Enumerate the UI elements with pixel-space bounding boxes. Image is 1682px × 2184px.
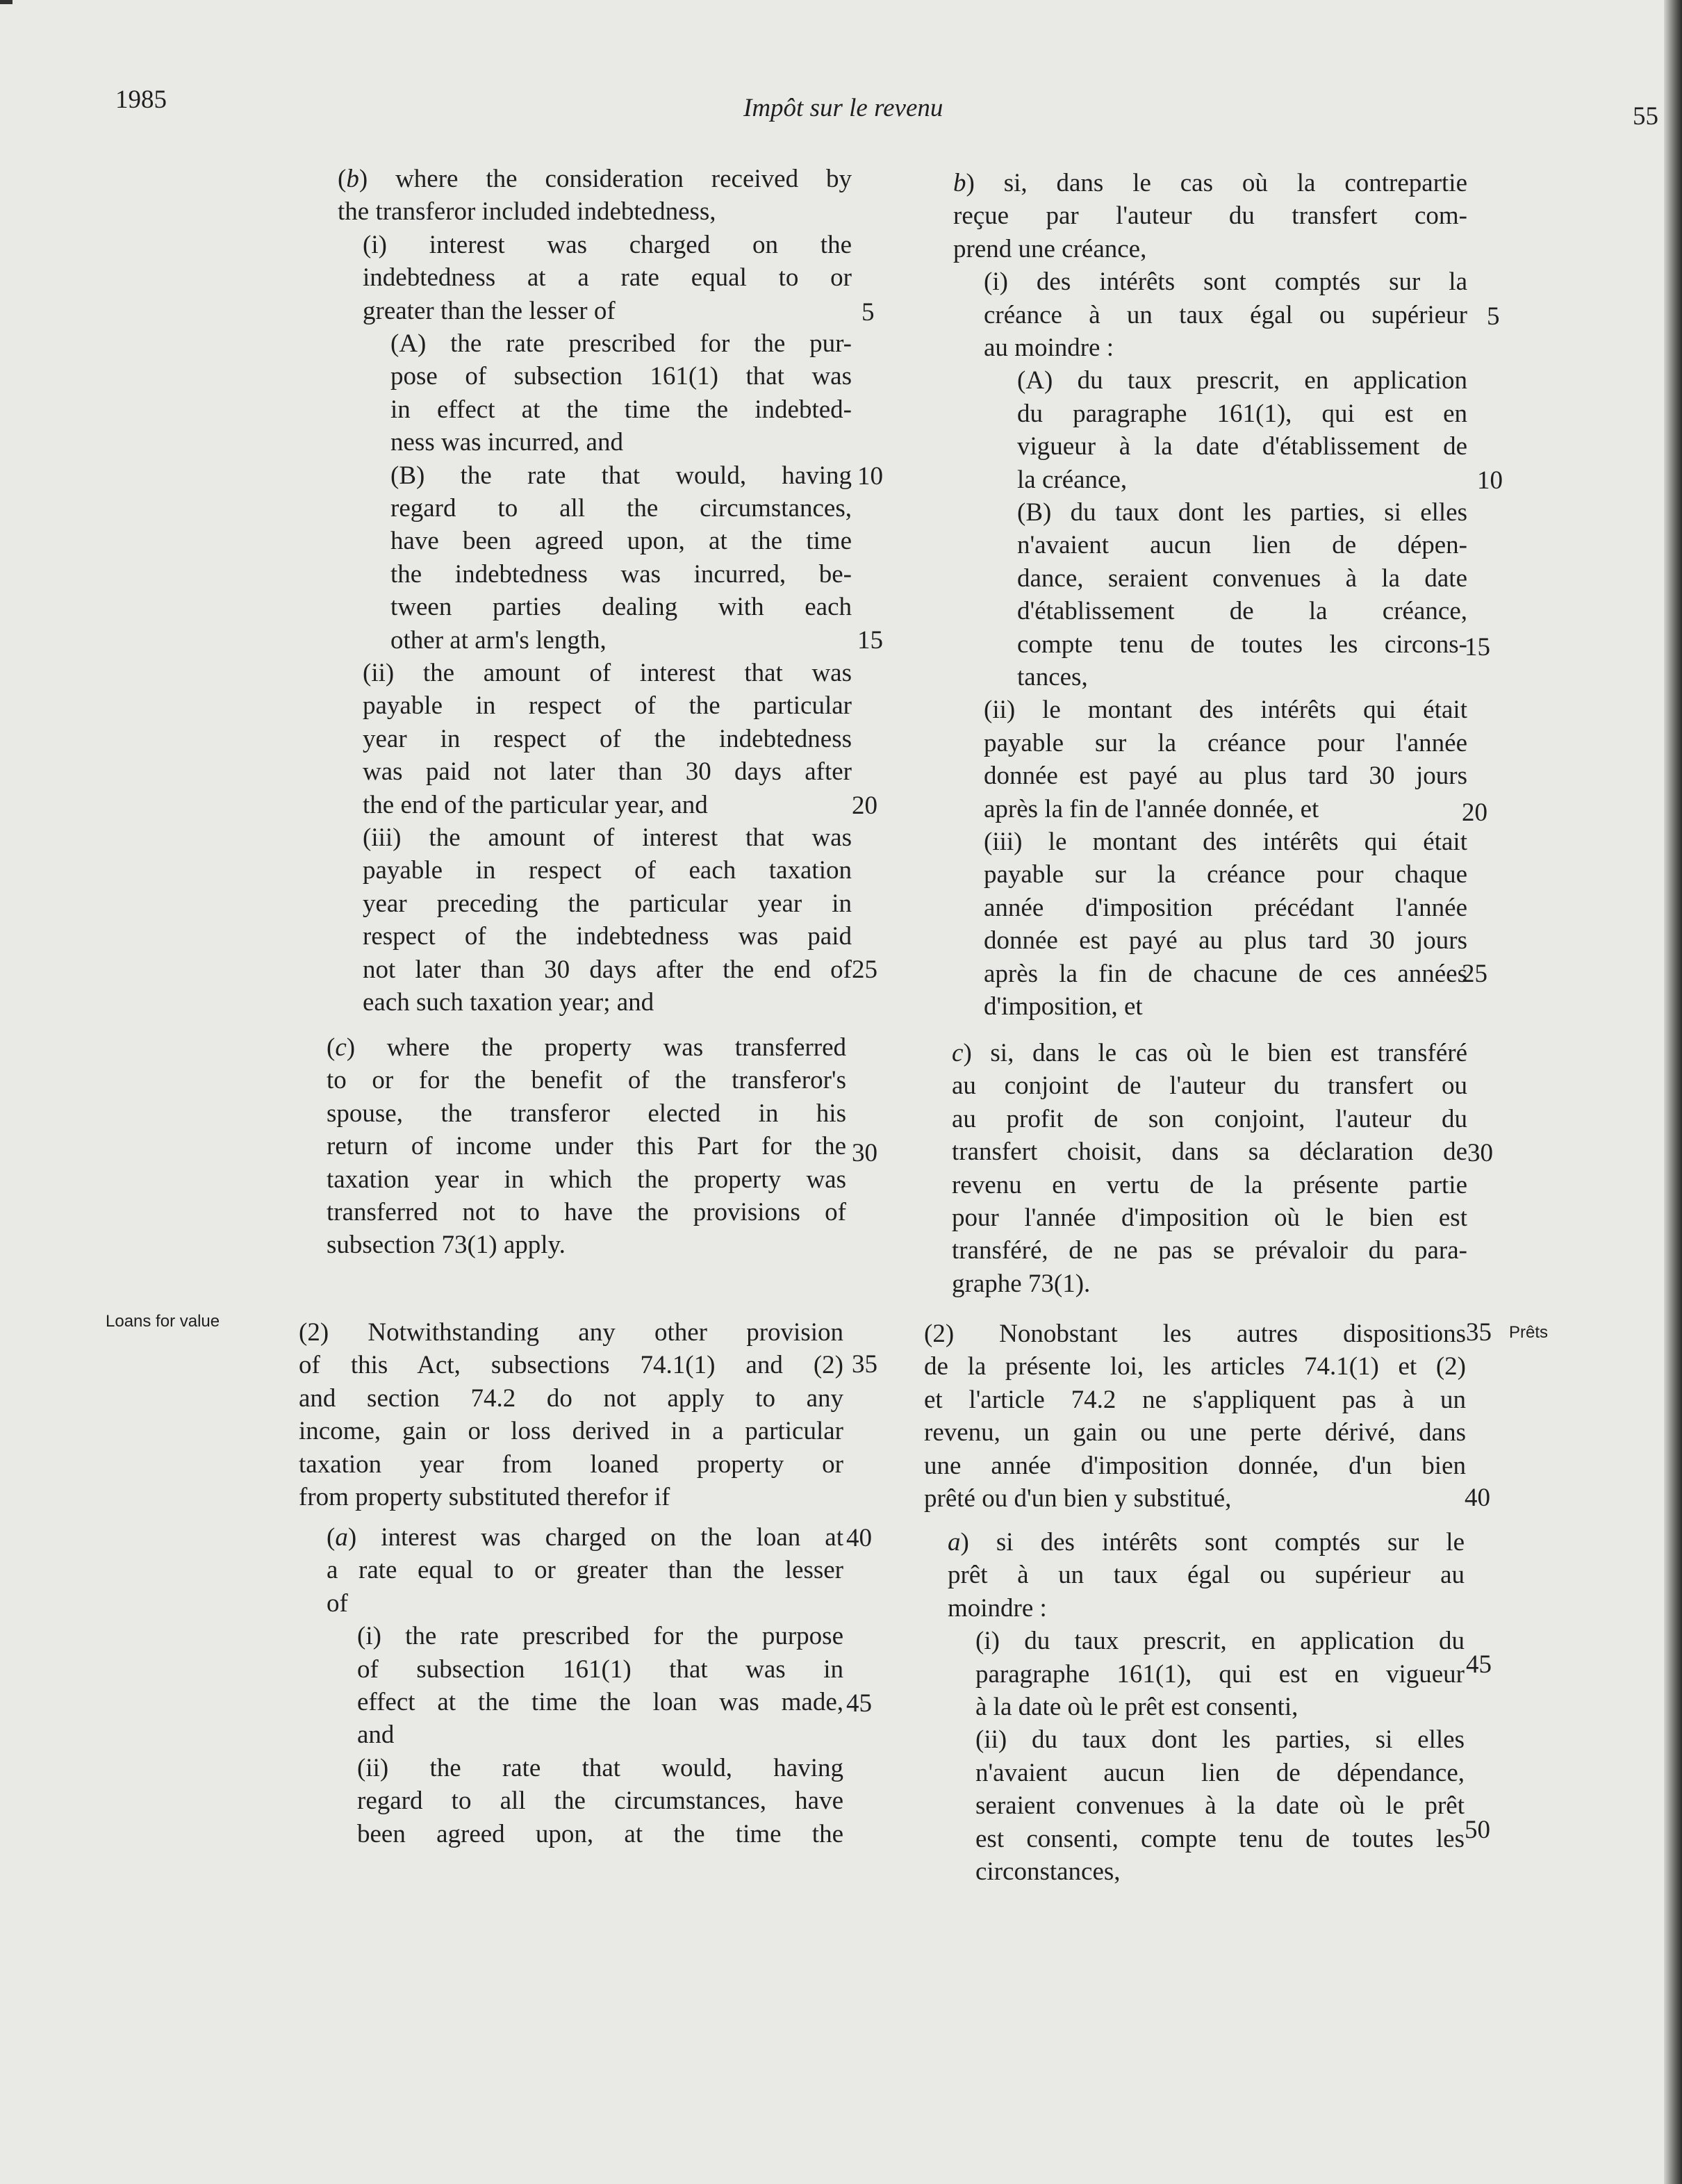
english-b-line: pose of subsection 161(1) that was [390,362,852,391]
french-b-line: après la fin de chacune de ces années [984,959,1467,988]
english-b-line: (i) interest was charged on the [363,230,852,259]
english-b-line: greater than the lesser of [363,296,616,325]
french-b-line: tances, [1017,663,1088,691]
english-a-line: (a) interest was charged on the loan at [327,1523,843,1552]
french-line-number: 5 [1487,302,1500,331]
english-c-line: return of income under this Part for the [327,1132,846,1161]
french-b-line: payable sur la créance pour l'année [984,728,1467,757]
french-b-line: donnée est payé au plus tard 30 jours [984,762,1467,791]
english-a-line: of [327,1588,348,1618]
french-b-line: (iii) le montant des intérêts qui était [984,828,1467,856]
english-b-line: ness was incurred, and [390,428,623,457]
english-c-line: spouse, the transferor elected in his [327,1099,846,1128]
english-a-line: been agreed upon, at the time the [357,1819,843,1848]
english-b-line: year preceding the particular year in [363,889,852,918]
english-b-line: have been agreed upon, at the time [390,527,852,556]
english-line-number: 20 [852,791,877,820]
french-b-line: vigueur à la date d'établissement de [1017,432,1467,461]
english-b-line: (ii) the amount of interest that was [363,659,852,687]
english-a-line: (i) the rate prescribed for the purpose [357,1622,843,1651]
english-b-line: (B) the rate that would, having [390,461,852,490]
english-b-line: (b) where the consideration received by [338,165,852,193]
french-b-line: (B) du taux dont les parties, si elles [1017,498,1467,527]
french-line-number: 15 [1465,633,1490,662]
french-b-line: donnée est payé au plus tard 30 jours [984,926,1467,955]
french-line-number: 50 [1465,1816,1490,1844]
english-line-number: 5 [861,298,875,327]
french-line-number: 25 [1462,960,1487,988]
english-b-line: not later than 30 days after the end of [363,955,852,984]
english-s2-line: of this Act, subsections 74.1(1) and (2) [299,1351,843,1380]
english-b-line: payable in respect of each taxation [363,856,852,885]
french-b-line: créance à un taux égal ou supérieur [984,300,1467,329]
french-s2-line: (2) Nonobstant les autres dispositions [924,1320,1466,1348]
french-b-line: dance, seraient convenues à la date [1017,564,1467,593]
french-line-number: 20 [1462,798,1487,827]
french-c-line: au conjoint de l'auteur du transfert ou [952,1072,1467,1101]
english-line-number: 10 [857,462,883,491]
english-b-line: regard to all the circumstances, [390,494,852,523]
french-a-line: a) si des intérêts sont comptés sur le [948,1528,1465,1557]
english-s2-line: income, gain or loss derived in a particular [299,1417,843,1446]
english-b-line: other at arm's length, [390,625,607,655]
french-b-line: (i) des intérêts sont comptés sur la [984,268,1467,297]
english-a-line: (ii) the rate that would, having [357,1753,843,1782]
french-c-line: c) si, dans le cas où le bien est transféré [952,1039,1467,1067]
english-b-line: the indebtedness was incurred, be- [390,559,852,589]
english-b-line: year in respect of the indebtedness [363,724,852,753]
english-c-line: to or for the benefit of the transferor's [327,1066,846,1095]
english-line-number: 15 [857,626,883,655]
french-a-line: seraient convenues à la date où le prêt [975,1791,1465,1821]
english-b-line: respect of the indebtedness was paid [363,922,852,951]
english-line-number: 30 [852,1139,877,1167]
english-a-line: effect at the time the loan was made, [357,1688,843,1716]
english-s2-line: (2) Notwithstanding any other provision [299,1318,843,1347]
french-line-number: 45 [1466,1650,1492,1679]
french-a-line: paragraphe 161(1), qui est en vigueur [975,1659,1465,1689]
french-a-line: (ii) du taux dont les parties, si elles [975,1725,1465,1755]
french-b-line: payable sur la créance pour chaque [984,860,1467,889]
french-line-number: 10 [1477,466,1503,495]
english-s2-line: and section 74.2 do not apply to any [299,1384,843,1413]
english-line-number: 40 [846,1524,872,1552]
french-b-line: du paragraphe 161(1), qui est en [1017,399,1467,428]
french-s2-line: et l'article 74.2 ne s'appliquent pas à un [924,1385,1466,1414]
scan-corner-mark [0,0,13,4]
english-c-line: (c) where the property was transferred [327,1033,846,1062]
french-b-line: d'établissement de la créance, [1017,597,1467,626]
english-a-line: a rate equal to or greater than the lesser [327,1556,843,1585]
french-b-line: la créance, [1017,465,1128,494]
french-c-line: pour l'année d'imposition où le bien est [952,1204,1467,1232]
english-a-line: and [357,1721,395,1750]
page-edge-shadow [1664,0,1682,2184]
french-c-line: transféré, de ne pas se prévaloir du para- [952,1236,1467,1265]
english-a-line: regard to all the circumstances, have [357,1787,843,1816]
french-a-line: à la date où le prêt est consenti, [975,1693,1298,1721]
english-c-line: transferred not to have the provisions of [327,1198,846,1226]
french-c-line: graphe 73(1). [952,1269,1091,1298]
english-line-number: 35 [852,1350,877,1379]
french-b-line: au moindre : [984,334,1114,362]
french-b-line: reçue par l'auteur du transfert com- [953,202,1467,231]
english-line-number: 45 [846,1689,872,1718]
header-title: Impôt sur le revenu [743,94,943,122]
margin-note-loans-for-value: Loans for value [106,1312,220,1331]
french-line-number: 35 [1466,1318,1492,1347]
english-b-line: tween parties dealing with each [390,593,852,622]
french-b-line: b) si, dans le cas où la contrepartie [953,169,1467,197]
french-b-line: n'avaient aucun lien de dépen- [1017,531,1467,560]
english-b-line: the end of the particular year, and [363,790,708,819]
french-b-line: année d'imposition précédant l'année [984,893,1467,922]
english-a-line: of subsection 161(1) that was in [357,1655,843,1684]
english-b-line: in effect at the time the indebted- [390,395,852,424]
french-line-number: 30 [1467,1139,1493,1167]
french-a-line: prêt à un taux égal ou supérieur au [948,1561,1465,1590]
english-b-line: payable in respect of the particular [363,691,852,721]
french-c-line: transfert choisit, dans sa déclaration de [952,1138,1467,1167]
french-b-line: (A) du taux prescrit, en application [1017,366,1467,395]
french-a-line: n'avaient aucun lien de dépendance, [975,1758,1465,1787]
english-b-line: each such taxation year; and [363,988,654,1017]
header-year: 1985 [115,85,167,114]
french-b-line: d'imposition, et [984,992,1143,1021]
french-a-line: est consenti, compte tenu de toutes les [975,1824,1465,1853]
english-b-line: (iii) the amount of interest that was [363,823,852,852]
french-b-line: compte tenu de toutes les circons- [1017,630,1467,659]
english-line-number: 25 [852,955,877,984]
english-c-line: taxation year in which the property was [327,1165,846,1194]
french-a-line: (i) du taux prescrit, en application du [975,1627,1465,1656]
english-b-line: the transferor included indebtedness, [338,197,716,227]
english-b-line: indebtedness at a rate equal to or [363,263,852,293]
french-c-line: au profit de son conjoint, l'auteur du [952,1104,1467,1133]
margin-note-prets: Prêts [1509,1323,1549,1342]
french-s2-line: prêté ou d'un bien y substitué, [924,1484,1232,1513]
english-b-line: was paid not later than 30 days after [363,757,852,787]
english-s2-line: from property substituted therefor if [299,1483,670,1511]
english-c-line: subsection 73(1) apply. [327,1231,566,1260]
english-b-line: (A) the rate prescribed for the pur- [390,329,852,358]
english-s2-line: taxation year from loaned property or [299,1450,843,1479]
french-b-line: (ii) le montant des intérêts qui était [984,696,1467,725]
french-s2-line: de la présente loi, les articles 74.1(1) et (2) [924,1352,1466,1381]
french-a-line: circonstances, [975,1857,1121,1886]
french-b-line: après la fin de l'année donnée, et [984,794,1319,823]
french-s2-line: revenu, un gain ou une perte dérivé, dans [924,1418,1466,1447]
french-c-line: revenu en vertu de la présente partie [952,1170,1467,1199]
french-a-line: moindre : [948,1593,1047,1623]
french-line-number: 40 [1465,1484,1490,1512]
french-b-line: prend une créance, [953,234,1147,263]
page-number: 55 [1633,102,1658,131]
french-s2-line: une année d'imposition donnée, d'un bien [924,1451,1466,1480]
